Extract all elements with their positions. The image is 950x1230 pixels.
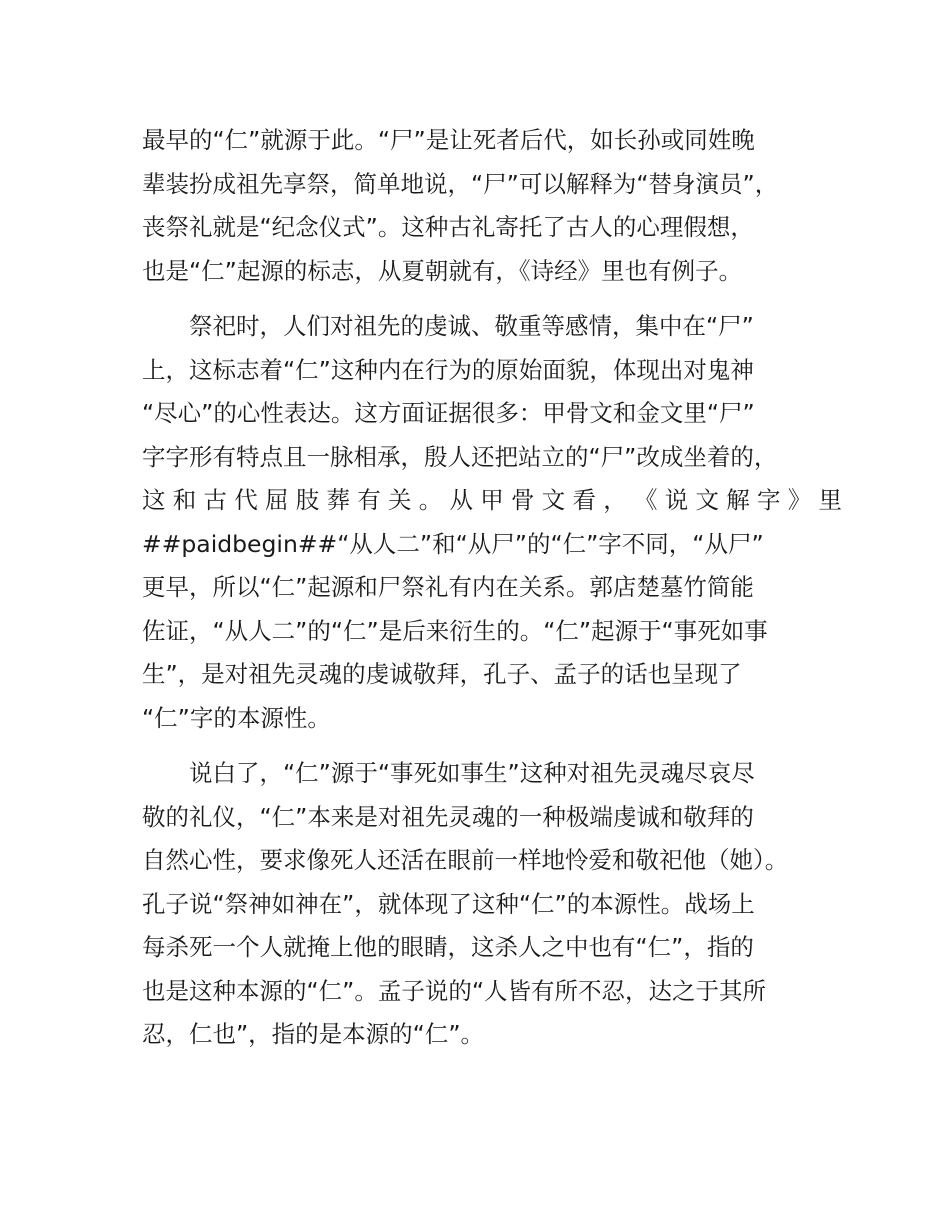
text-char: 字	[757, 486, 781, 514]
text-char: 这	[142, 486, 166, 514]
text-line: 每杀死一个人就掩上他的眼睛，这杀人之中也有“仁”，指的	[142, 933, 754, 961]
text-line: 丧祭礼就是“纪念仪式”。这种古礼寄托了古人的心理假想，	[142, 213, 754, 241]
text-line: 孔子说“祭神如神在”，就体现了这种“仁”的本源性。战场上	[142, 889, 755, 918]
text-line: 生”，是对祖先灵魂的虔诚敬拜，孔子、孟子的话也呈现了	[142, 660, 742, 688]
text-line: “尽心”的心性表达。这方面证据很多：甲骨文和金文里“尸”	[142, 399, 755, 427]
text-char: 看	[572, 486, 596, 514]
text-char: 代	[234, 486, 258, 514]
text-line: 上，这标志着“仁”这种内在行为的原始面貌，体现出对鬼神	[142, 355, 754, 384]
text-line: 自然心性，要求像死人还活在眼前一样地怜爱和敬祀他（她）。	[142, 846, 789, 874]
text-char: 从	[449, 486, 473, 514]
text-char: 葬	[326, 486, 350, 514]
text-line: 祭祀时，人们对祖先的虔诚、敬重等感情，集中在“尸”	[189, 312, 754, 340]
text-char: 关	[388, 486, 412, 514]
text-char: 有	[357, 486, 381, 514]
text-line: 辈装扮成祖先享祭，简单地说，“尸”可以解释为“替身演员”，	[142, 169, 779, 198]
text-char: 肢	[295, 486, 320, 514]
text-char: 文	[541, 486, 566, 514]
text-char: 和	[172, 486, 197, 514]
text-char: 文	[695, 486, 719, 514]
text-line: “仁”字的本源性。	[142, 703, 331, 732]
text-line: 也是“仁”起源的标志，从夏朝就有，《诗经》里也有例子。	[142, 256, 743, 285]
text-line: 字字形有特点且一脉相承，殷人还把站立的“尸”改成坐着的，	[142, 442, 778, 471]
paragraph-2	[142, 305, 842, 740]
text-line: 也是这种本源的“仁”。孟子说的“人皆有所不忍，达之于其所	[142, 976, 767, 1005]
text-char: 屈	[265, 486, 289, 514]
paragraph-3	[142, 752, 842, 1057]
text-char: 骨	[511, 486, 535, 514]
text-line: 说白了，“仁”源于“事死如事生”这种对祖先灵魂尽哀尽	[189, 759, 755, 787]
text-line: 佐证，“从人二”的“仁”是后来衍生的。“仁”起源于“事死如事	[142, 616, 768, 645]
text-char: 。	[418, 486, 443, 514]
text-char: 《	[634, 486, 658, 514]
text-line: 敬的礼仪，“仁”本来是对祖先灵魂的一种极端虔诚和敬拜的	[142, 802, 754, 831]
text-line: ##paidbegin##“从人二”和“从尸”的“仁”字不同，“从尸”	[142, 529, 764, 558]
text-char: 解	[726, 486, 750, 514]
text-char: 甲	[480, 486, 504, 514]
text-line: 最早的“仁”就源于此。“尸”是让死者后代，如长孙或同姓晚	[142, 126, 755, 154]
text-line: 忍，仁也”，指的是本源的“仁”。	[142, 1020, 485, 1048]
text-char: 里	[818, 486, 842, 514]
body-text	[142, 119, 842, 1069]
text-char: ，	[603, 486, 627, 514]
text-line-justified	[142, 479, 842, 523]
paragraph-1	[142, 119, 842, 293]
text-line: 更早，所以“仁”起源和尸祭礼有内在关系。郭店楚墓竹简能	[142, 573, 754, 601]
text-char: 》	[787, 486, 812, 514]
text-char: 古	[203, 486, 227, 514]
text-char: 说	[664, 486, 689, 514]
